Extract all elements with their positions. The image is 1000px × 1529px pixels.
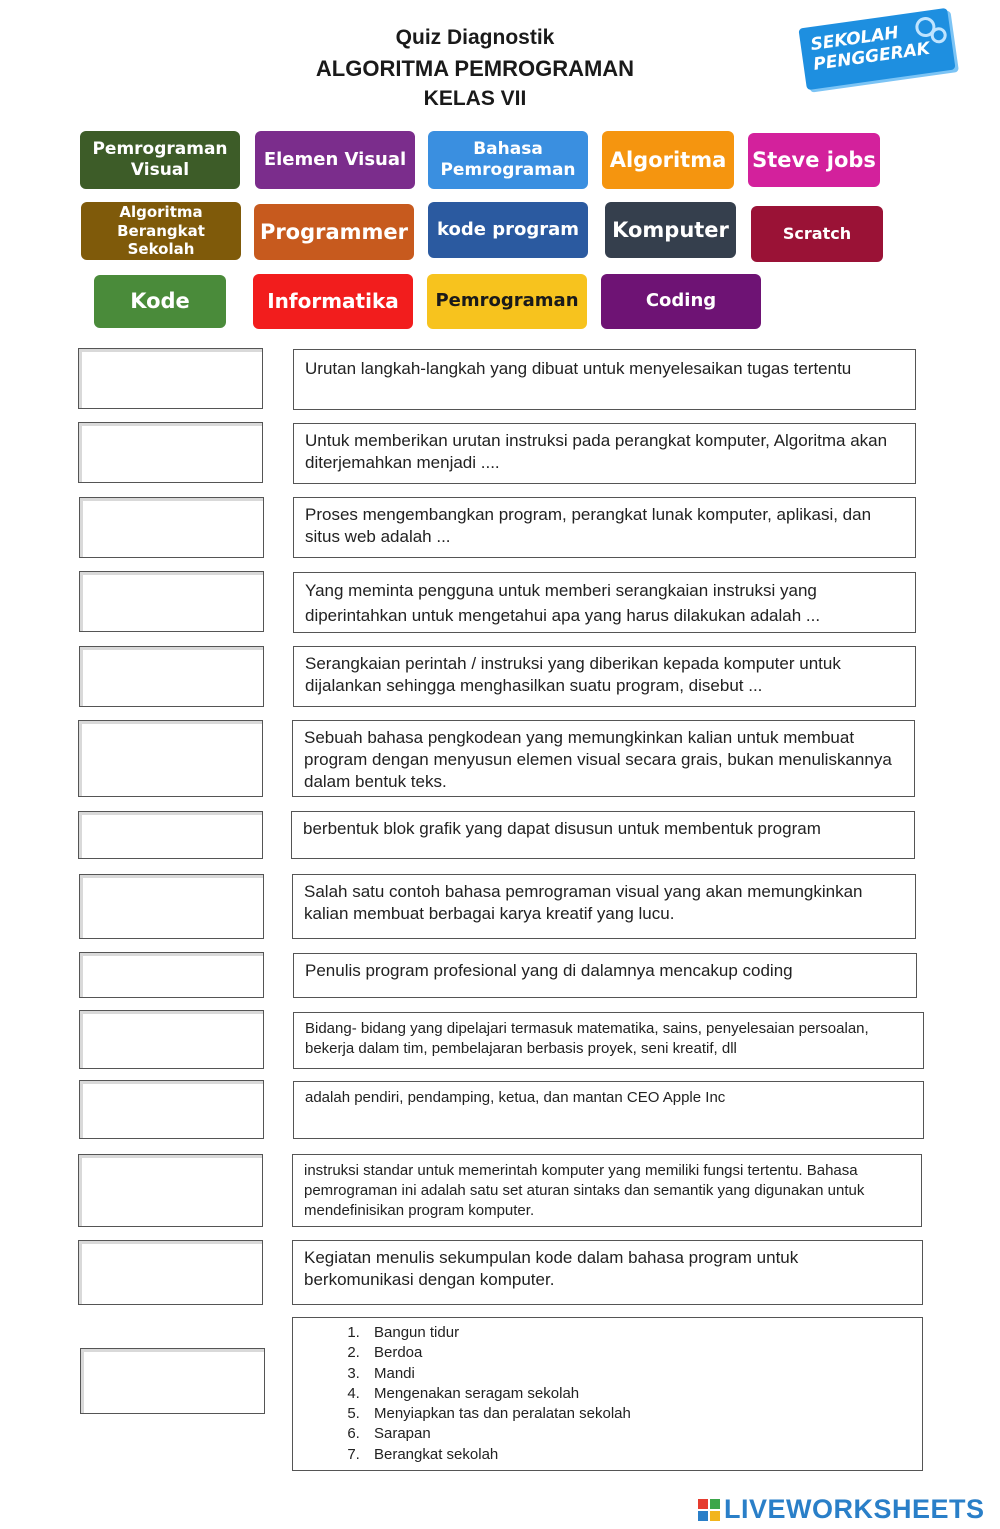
tile-informatika[interactable]: Informatika [253,274,413,329]
tile-kode[interactable]: Kode [94,275,226,328]
steps-list-box [292,1317,923,1471]
answer-drop-box[interactable] [79,1010,264,1069]
answer-drop-box[interactable] [79,571,264,632]
tile-pemrograman[interactable]: Pemrograman [427,274,587,329]
list-item: 2. Berdoa [364,1343,911,1363]
logo-text: SEKOLAH PENGGERAK [809,22,932,75]
steps-list [304,1323,911,1465]
tile-komputer[interactable]: Komputer [605,202,736,258]
tile-bahasa-pemrograman[interactable]: Bahasa Pemrograman [428,131,588,189]
tile-programmer[interactable]: Programmer [254,204,414,260]
answer-drop-box[interactable] [79,646,264,707]
question-text: Salah satu contoh bahasa pemrograman visual yang akan memungkinkan kalian membuat berbagai karya kreatif yang lucu. [292,874,916,939]
list-item: 7. Berangkat sekolah [364,1445,911,1465]
tile-elemen-visual[interactable]: Elemen Visual [255,131,415,189]
answer-drop-box[interactable] [80,1348,265,1414]
question-text: Kegiatan menulis sekumpulan kode dalam bahasa program untuk berkomunikasi dengan komputer. [292,1240,923,1305]
tile-scratch[interactable]: Scratch [751,206,883,262]
answer-drop-box[interactable] [78,811,263,859]
brand-text: LIVEWORKSHEETS [724,1494,985,1524]
question-text: Bidang- bidang yang dipelajari termasuk matematika, sains, penyelesaian persoalan, bekerja dalam tim, pembelajaran berbasis proyek, seni kreatif, dll [293,1012,924,1069]
answer-drop-box[interactable] [79,874,264,939]
answer-drop-box[interactable] [78,348,263,409]
tile-algoritma[interactable]: Algoritma [602,131,734,189]
gear-icon [930,26,948,44]
tile-steve-jobs[interactable]: Steve jobs [748,133,880,187]
answer-drop-box[interactable] [78,422,263,483]
question-text: Yang meminta pengguna untuk memberi serangkaian instruksi yang diperintahkan untuk mengetahui apa yang harus dilakukan adalah ... [293,572,916,633]
tile-algoritma-berangkat-sekolah[interactable]: Algoritma Berangkat Sekolah [81,202,241,260]
subject-title: ALGORITMA PEMROGRAMAN [315,56,635,81]
question-text: Serangkaian perintah / instruksi yang diberikan kepada komputer untuk dijalankan sehingga menghasilkan suatu program, disebut ... [293,646,916,707]
question-text: Untuk memberikan urutan instruksi pada perangkat komputer, Algoritma akan diterjemahkan menjadi .... [293,423,916,484]
answer-drop-box[interactable] [79,1080,264,1139]
question-text: Sebuah bahasa pengkodean yang memungkinkan kalian untuk membuat program dengan menyusun elemen visual secara grais, bukan menuliskannya dalam bentuk teks. [292,720,915,797]
list-item: 4. Mengenakan seragam sekolah [364,1384,911,1404]
tile-coding[interactable]: Coding [601,274,761,329]
answer-drop-box[interactable] [78,1240,263,1305]
question-text: instruksi standar untuk memerintah komputer yang memiliki fungsi tertentu. Bahasa pemrograman ini adalah satu set aturan sintaks dan semantik yang digunakan untuk mendefinisikan program komputer. [292,1154,922,1227]
list-item: 6. Sarapan [364,1424,911,1444]
question-text: Proses mengembangkan program, perangkat lunak komputer, aplikasi, dan situs web adalah ... [293,497,916,558]
answer-drop-box[interactable] [78,720,263,797]
answer-drop-box[interactable] [78,1154,263,1227]
answer-drop-box[interactable] [79,497,264,558]
list-item: 3. Mandi [364,1364,911,1384]
question-text: berbentuk blok grafik yang dapat disusun untuk membentuk program [291,811,915,859]
answer-drop-box[interactable] [79,952,264,998]
liveworksheets-brand [698,1494,985,1525]
liveworksheets-logo-icon [698,1499,720,1521]
tile-kode-program[interactable]: kode program [428,202,588,258]
tile-pemrograman-visual[interactable]: Pemrograman Visual [80,131,240,189]
class-title: KELAS VII [423,87,527,110]
quiz-title: Quiz Diagnostik [395,26,555,49]
list-item: 1. Bangun tidur [364,1323,911,1343]
question-text: adalah pendiri, pendamping, ketua, dan mantan CEO Apple Inc [293,1081,924,1139]
list-item: 5. Menyiapkan tas dan peralatan sekolah [364,1404,911,1424]
question-text: Penulis program profesional yang di dalamnya mencakup coding [293,953,917,998]
question-text: Urutan langkah-langkah yang dibuat untuk menyelesaikan tugas tertentu [293,349,916,410]
